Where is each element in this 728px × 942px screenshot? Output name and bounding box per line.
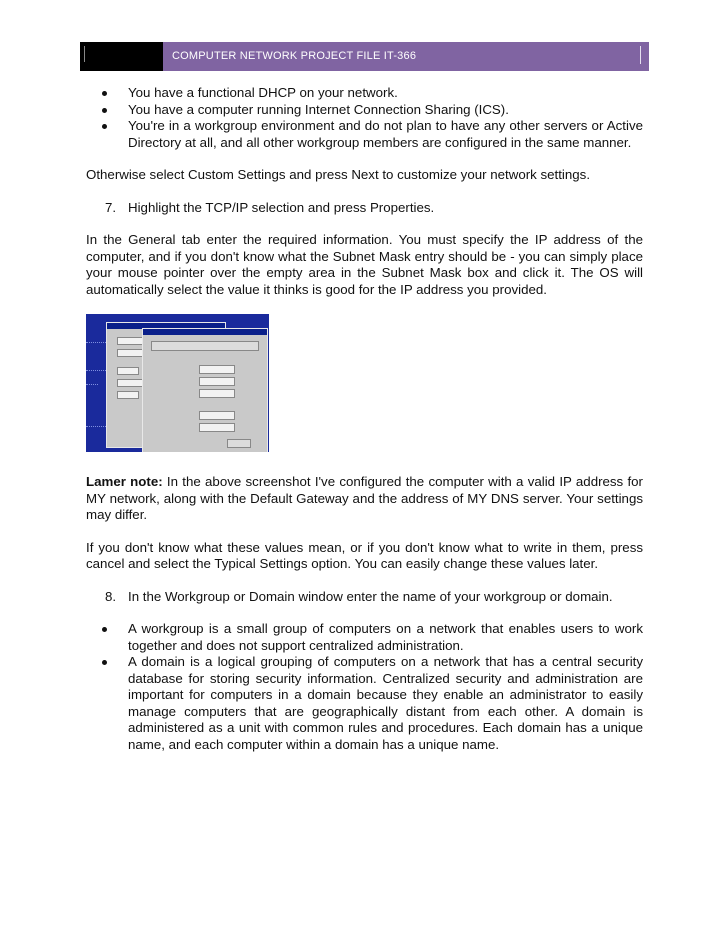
document-body [86,85,643,753]
paragraph-general-tab: In the General tab enter the required information. You must specify the IP address of the computer, and if you don't know what the Subnet Mask entry should be - you can simply place your mouse pointer over the empty area in the Subnet Mask box and click it. The OS will automatically select the value it thinks is good for the IP address you provided. [86,232,643,297]
bullet-list-top [86,85,643,151]
tcpip-properties-screenshot [86,314,269,452]
header-title: COMPUTER NETWORK PROJECT FILE IT-366 [172,50,417,62]
paragraph-values: If you don't know what these values mean, or if you don't know what to write in them, press cancel and select the Typical Settings option. You can easily change these values later. [86,539,643,571]
list-item: You have a computer running Internet Connection Sharing (ICS). [86,102,643,119]
list-item: A domain is a logical grouping of computers on a network that has a central security database for storing security information. Centralized security and administration are important for computers in a domain because they enable an administrator to easily manage computers that are geographically distant from each other. A domain is administered as a unit with common rules and procedures. Each domain has a unique name, and each computer within a domain has a unique name. [86,654,643,753]
list-item: You're in a workgroup environment and do not plan to have any other servers or Active Directory at all, and all other workgroup members are configured in the same manner. [86,118,643,151]
bullet-list-bottom [86,621,643,753]
paragraph-lamer-note: Lamer note: In the above screenshot I've configured the computer with a valid IP address for MY network, along with the Default Gateway and the address of MY DNS server. Your settings may differ. [86,474,643,522]
page-header [80,42,649,71]
header-divider [640,46,641,64]
step-7: 7. Highlight the TCP/IP selection and press Properties. [105,199,435,215]
list-item: You have a functional DHCP on your network. [86,85,643,102]
paragraph-custom: Otherwise select Custom Settings and press Next to customize your network settings. [86,167,591,182]
header-dark-block [80,42,163,71]
lamer-note-label: Lamer note: [86,474,163,489]
list-item: A workgroup is a small group of computers on a network that enables users to work together and does not support centralized administration. [86,621,643,654]
step-8: 8. In the Workgroup or Domain window enter the name of your workgroup or domain. [105,588,613,604]
